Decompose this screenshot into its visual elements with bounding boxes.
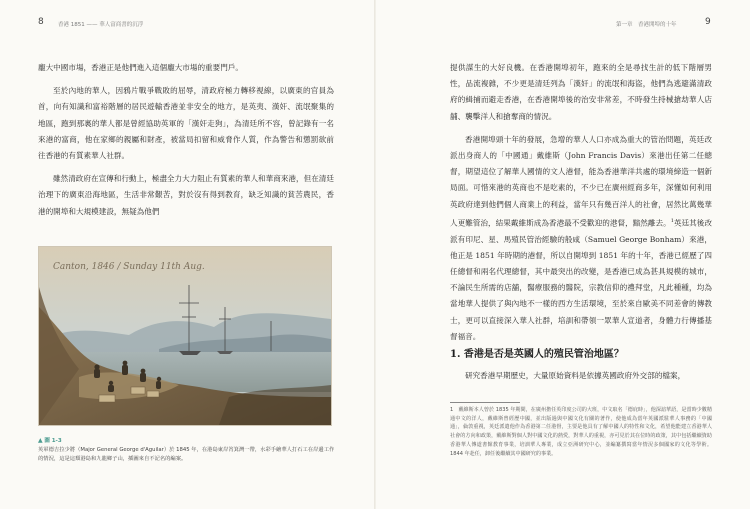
page-number-left: 8 — [38, 17, 44, 27]
right-paragraph-text: 香港開埠頭十年的發展，急增的華人人口亦成為重大的管治問題，英廷改派出身商人的「中國通」戴維斯（John Francis Davis）來港出任第二任總督，期望這位了解華人國情的文人港督，能為香港華洋共處的環境締造一個新局面。可惜來港的英商也不是吃素的，不少已在廣州經商多年，深懂如何利用英政府達到他們個人商業上的利益，當年只有幾百洋人的社會，居然比萬幾華人更難管治，結果戴維斯成為香港最不受歡迎的港督，黯然離去。 — [450, 134, 712, 228]
left-paragraph: 雖然清政府在宣傳和行動上，極盡全力大力阻止有質素的華人和華商來港，但在清廷治理下的廣東沿海地區，生活非常艱苦，對於沒有得到教育，缺乏知識的貧苦農民，香港的開埠和大規模建設，無疑為他們 — [38, 174, 334, 216]
running-head-left: 香港 1851 —— 華人富商書的沉浮 — [58, 22, 144, 28]
caption-label: 圖 1-3 — [44, 438, 62, 444]
left-paragraph: 龐大中國市場，香港正是他們進入這個龐大市場的重要門戶。 — [38, 63, 244, 72]
watercolor-sketch-image — [39, 247, 331, 425]
figure-caption — [38, 436, 338, 464]
caption-triangle-icon: ▲ — [38, 437, 43, 444]
right-body-text-2 — [450, 368, 712, 391]
left-body-text — [38, 60, 334, 227]
section-heading: 1. 香港是否是英國人的殖民管治地區？ — [450, 349, 624, 360]
caption-text: 英軍德吉拉少將（Major General George d'Aguilar）於 1845 年，在港島東岸筲箕灣一帶，水彩手繪華人打石工在岸邊工作的情況，這是這頹港島和九龍鄉子山，插圖來自不記名的編案。 — [38, 447, 335, 462]
page-number-right: 9 — [705, 17, 711, 27]
right-paragraph: 提供謀生的大好良機。在香港開埠初年，跑來的全是尋找生計的低下階層男性，品流複雜，不少更是清廷列為「漢奸」的流氓和海盜，他們為逃避滿清政府的緝捕而避走香港，在香港開埠後的治安非常差，不時發生持械搶劫華人店舖、襲擊洋人和搶奪商的情況。 — [450, 63, 712, 121]
running-head-right: 第一章 香港開埠的十年 — [616, 22, 677, 28]
sketch-inscription: Canton, 1846 / Sunday 11th Aug. — [53, 262, 205, 272]
right-paragraph-continuation: 英廷其後改派有印尼、星、馬殖民管治經驗的般咸（Samuel George Bonham）來港，他正是 1851 年時期的港督，所以自開埠到 1851 年的十年，香港已經歷了四任總督和兩名代理總督，其中最突出的改變，是香港已成為甚具規模的城市，不論民生所需的店舖，醫療服務的醫院，宗教信仰的禮拜堂，凡此種種，均為當地華人提供了與內地不一樣的西方生活環境，至於來自歐美不同差會的傳教士，更可以直接深入華人社群，培訓和帶領一眾華人宣道者，身體力行傳播基督福音。 — [450, 218, 712, 341]
footnote: 1 戴維斯本人曾於 1835 年期間，在廣州擔任英印度公司的大班，中文取名「德庇時」，他深諳華語，是當時少數精通中文的洋人，戴維斯曾經歷中國，並出版過與中國文化有關的著作，使他成為當年英國派駐華人事務的「中國通」，倫敦重視，英廷派遣他作為香港第二任港督，主要是他具有了解中國人的特性和文化，希望他能建立香港華人社會的方向和政策，戴維斯對個人對中國文化的熱愛，對華人的重視，亦可見於其在位時的政策，其中包括繼續資助香港華人傳道書館教育事業，培訓華人專業，成立亞洲研究中心，並編纂撰寫當年情況多個國家的文化等學術。1844 年赴任，卸任後繼續其中國研究的事業。 — [450, 407, 712, 457]
left-paragraph: 至於內地的華人，因鴉片戰爭戰敗的屈辱，清政府極力轉移視線，以廣東的官員為首，向有知識和富裕階層的居民遊輸香港並非安全的地方，是英夷、漢奸、流氓聚集的地區，跑到那裏的華人都是曾經協助英軍的「漢奸走狗」，為清廷所不容，曾記錄有一名來港的富商，他在家鄉的親屬和財產，被當局扣留和威脅作人質，作為警告和懲罰欲前往香港的有質素華人社群。 — [38, 86, 334, 161]
watercolor-figure — [38, 246, 332, 426]
right-page — [375, 0, 750, 509]
right-body-text — [450, 60, 712, 352]
footnote-marker: 1 — [670, 217, 674, 224]
right-paragraph — [450, 132, 712, 345]
footnote-divider — [450, 402, 520, 403]
right-paragraph: 研究香港早期歷史，大量原始資料是依據英國政府外交部的檔案， — [465, 371, 686, 380]
